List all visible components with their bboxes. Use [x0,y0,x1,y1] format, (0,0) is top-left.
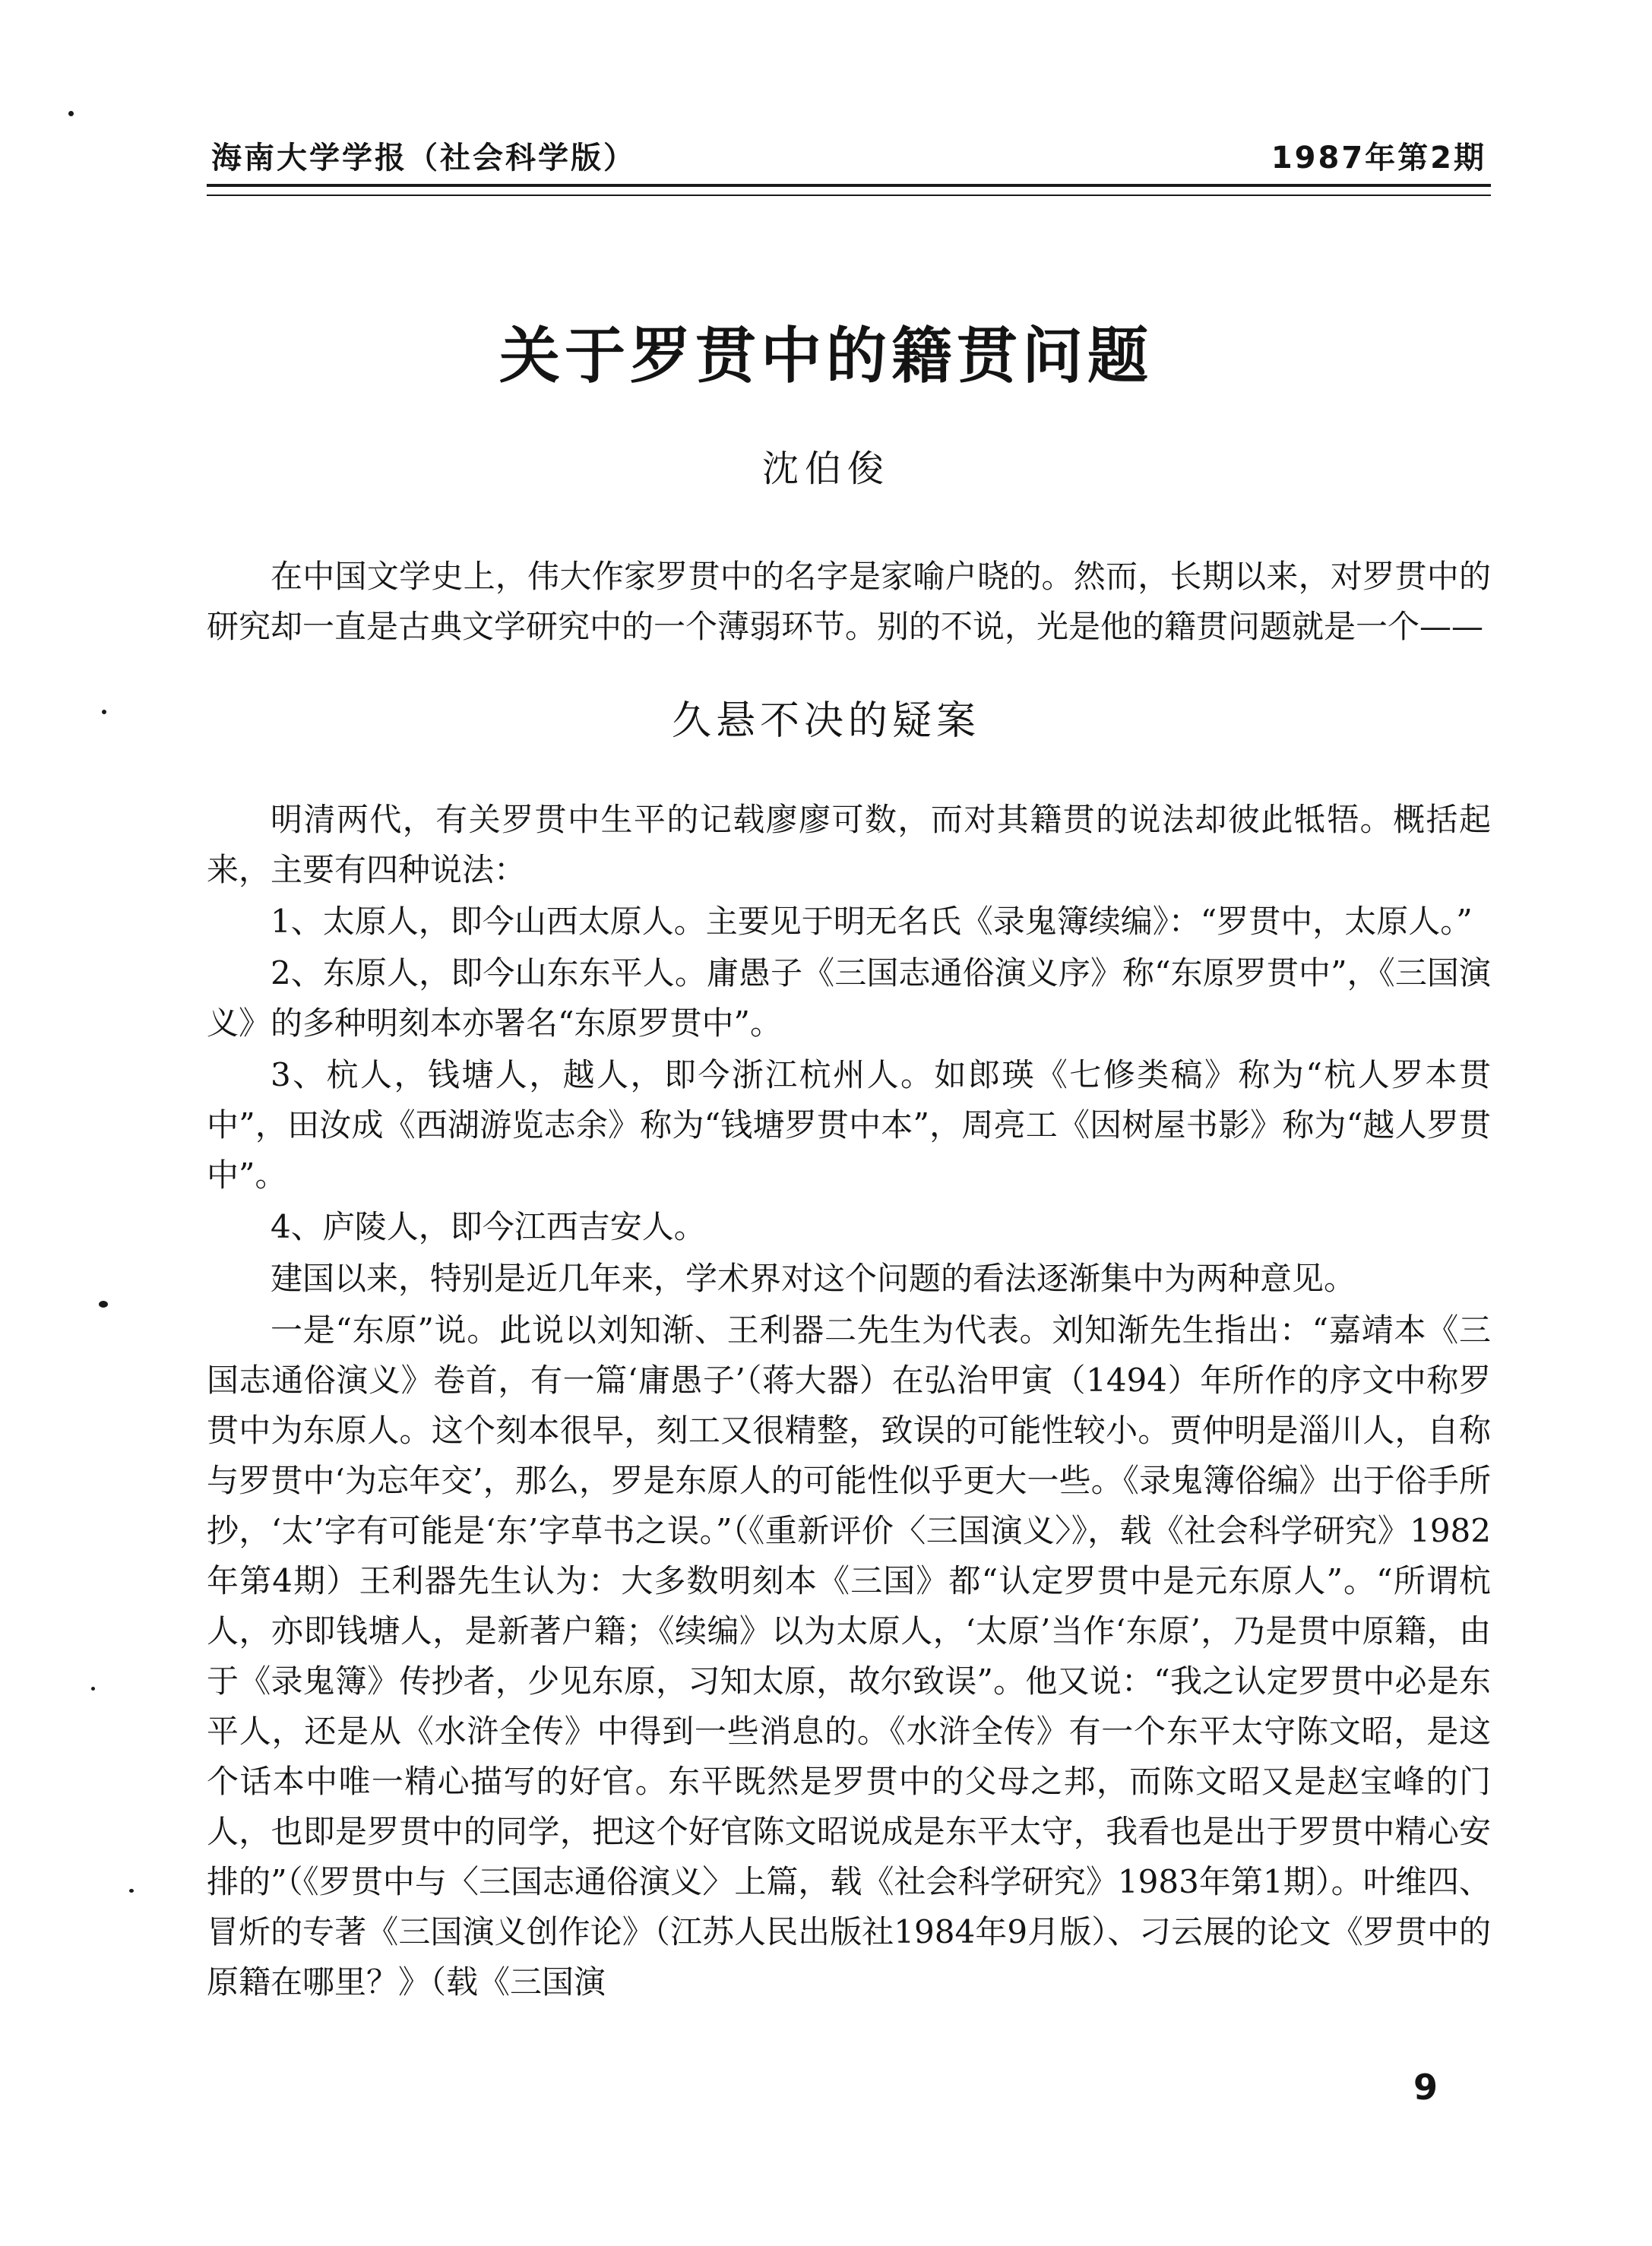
author-name: 沈伯俊 [761,448,890,490]
scan-speck [91,1687,95,1691]
section-heading: 久悬不决的疑案 [671,698,980,744]
scan-speck [68,111,74,116]
body-paragraph: 1、太原人，即今山西太原人。主要见于明无名氏《录鬼簿续编》：“罗贯中，太原人。” [271,903,1473,940]
running-header [207,128,1491,181]
article-title: 关于罗贯中的籍贯问题 [499,320,1153,391]
article-body [207,795,1491,2009]
body-paragraph: 一是“东原”说。此说以刘知渐、王利器二先生为代表。刘知渐先生指出：“嘉靖本《三国志通俗演义》卷首，有一篇‘庸愚子’（蒋大器）在弘治甲寅（1494）年所作的序文中称罗贯中为东原人。这个刻本很早，刻工又很精整，致误的可能性较小。贾仲明是淄川人，自称与罗贯中‘为忘年交’，那么，罗是东原人的可能性似乎更大一些。《录鬼簿俗编》出于俗手所抄，‘太’字有可能是‘东’字草书之误。”（《重新评价〈三国演义〉》，载《社会科学研究》1982年第4期）王利器先生认为：大多数明刻本《三国》都“认定罗贯中是元东原人”。“所谓杭人，亦即钱塘人，是新著户籍；《续编》以为太原人，‘太原’当作‘东原’，乃是贯中原籍，由于《录鬼簿》传抄者，少见东原，习知太原，故尔致误”。他又说：“我之认定罗贯中必是东平人，还是从《水浒全传》中得到一些消息的。《水浒全传》有一个东平太守陈文昭，是这个话本中唯一精心描写的好官。东平既然是罗贯中的父母之邦，而陈文昭又是赵宝峰的门人，也即是罗贯中的同学，把这个好官陈文昭说成是东平太守，我看也是出于罗贯中精心安排的”（《罗贯中与〈三国志通俗演义〉上篇，载《社会科学研究》1983年第1期）。叶维四、冒炘的专著《三国演义创作论》（江苏人民出版社1984年9月版）、刁云展的论文《罗贯中的原籍在哪里？》（载《三国演 [207,1311,1491,2001]
intro-paragraph: 在中国文学史上，伟大作家罗贯中的名字是家喻户晓的。然而，长期以来，对罗贯中的研究却一直是古典文学研究中的一个薄弱环节。别的不说，光是他的籍贯问题就是一个—— [207,558,1491,645]
issue-number: 1987年第2期 [1271,141,1486,176]
header-rule-thin [207,195,1491,196]
scan-speck [129,1889,134,1893]
journal-name: 海南大学学报（社会科学版） [211,141,636,176]
intro-block [207,552,1491,653]
body-paragraph: 4、庐陵人，即今江西吉安人。 [271,1208,706,1245]
body-paragraph: 建国以来，特别是近几年来，学术界对这个问题的看法逐渐集中为两种意见。 [271,1260,1356,1297]
body-paragraph: 明清两代，有关罗贯中生平的记载廖廖可数，而对其籍贯的说法却彼此牴牾。概括起来，主要有四种说法： [207,801,1491,888]
scan-speck [99,1301,108,1308]
header-rule-thick [207,184,1491,187]
body-paragraph: 2、东原人，即今山东东平人。庸愚子《三国志通俗演义序》称“东原罗贯中”，《三国演义》的多种明刻本亦署名“东原罗贯中”。 [207,954,1491,1042]
scan-speck [102,710,106,714]
page-number: 9 [1413,2067,1438,2108]
body-paragraph: 3、杭人，钱塘人，越人，即今浙江杭州人。如郎瑛《七修类稿》称为“杭人罗本贯中”，田汝成《西湖游览志余》称为“钱塘罗贯中本”，周亮工《因树屋书影》称为“越人罗贯中”。 [207,1056,1491,1194]
